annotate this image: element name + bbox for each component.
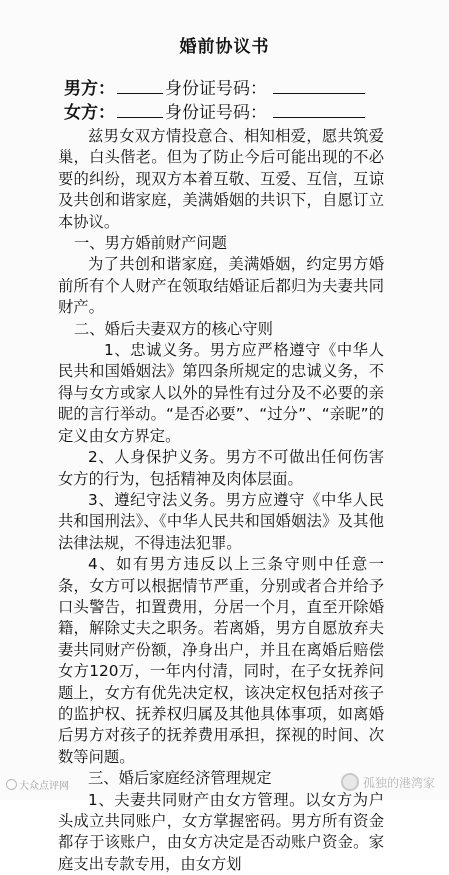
watermark-right: 孤独的港湾家	[341, 773, 435, 791]
clause-2-4: 4、如有男方违反以上三条守则中任意一条，女方可以根据情节严重，分别或者合并给予口头警告，扣置费用，分居一个月，直至开除婚籍，解除丈夫之职务。若离婚，男方自愿放弃夫妻共同财产份额，净身出户，并且在离婚后赔偿女方120万，一年内付清，同时，在子女抚养问题上，女方有优先决定权，该决定权包括对孩子的监护权、抚养权归属及其他具体事项，如离婚后男方对孩子的抚养费用承担，探视的时间、次数等问题。	[58, 555, 384, 766]
watermark-logo-icon	[6, 779, 17, 790]
section-heading-1: 一、男方婚前财产问题	[74, 234, 227, 253]
id-blank	[273, 79, 365, 94]
paragraph-1: 为了共创和谐家庭，美满婚姻，约定男方婚前所有个人财产在领取结婚证后都归为夫妻共同财产。	[58, 255, 384, 317]
id-label: 身份证号码：	[165, 79, 267, 99]
wechat-logo-icon	[341, 773, 359, 791]
party-female-label: 女方：	[64, 103, 115, 123]
party-female-line	[64, 98, 365, 123]
section-heading-3: 三、婚后家庭经济管理规定	[88, 769, 272, 788]
clause-3-1: 1、夫妻共同财产由女方管理。以女方为户头成立共同账户，女方掌握密码。男方所有资金都存于该账户，由女方决定是否动账户资金。家庭支出专款专用，由女方划	[58, 790, 384, 873]
watermark-left: 大众点评网	[6, 777, 69, 792]
paragraph-preamble: 兹男女双方情投意合、相知相爱，愿共筑爱巢，白头偕老。但为了防止今后可能出现的不必要的纠纷，现双方本着互敬、互爱、互信，互谅及共创和谐家庭，美满婚姻的共识下，自愿订立本协议。	[58, 127, 384, 231]
party-male-label: 男方：	[64, 79, 115, 99]
clause-2-2: 2、人身保护义务。男方不可做出任何伤害女方的行为，包括精神及肉体层面。	[58, 448, 384, 488]
name-blank	[117, 79, 163, 94]
section-heading-2: 二、婚后夫妻双方的核心守则	[74, 319, 273, 338]
id-label: 身份证号码：	[165, 103, 267, 123]
clause-2-1: 1、忠诚义务。男方应严格遵守《中华人民共和国婚姻法》第四条所规定的忠诚义务，不得与女方或家人以外的异性有过分及不必要的亲昵的言行举动。“是否必要”、“过分”、“亲昵”的定义由女方界定。	[58, 341, 384, 445]
document-body	[58, 126, 384, 875]
name-blank	[117, 103, 163, 118]
clause-2-3: 3、遵纪守法义务。男方应遵守《中华人民共和国刑法》、《中华人民共和国婚姻法》及其他法律法规，不得违法犯罪。	[58, 490, 384, 552]
id-blank	[273, 103, 365, 118]
document-title: 婚前协议书	[179, 37, 270, 57]
party-male-line	[64, 74, 365, 99]
